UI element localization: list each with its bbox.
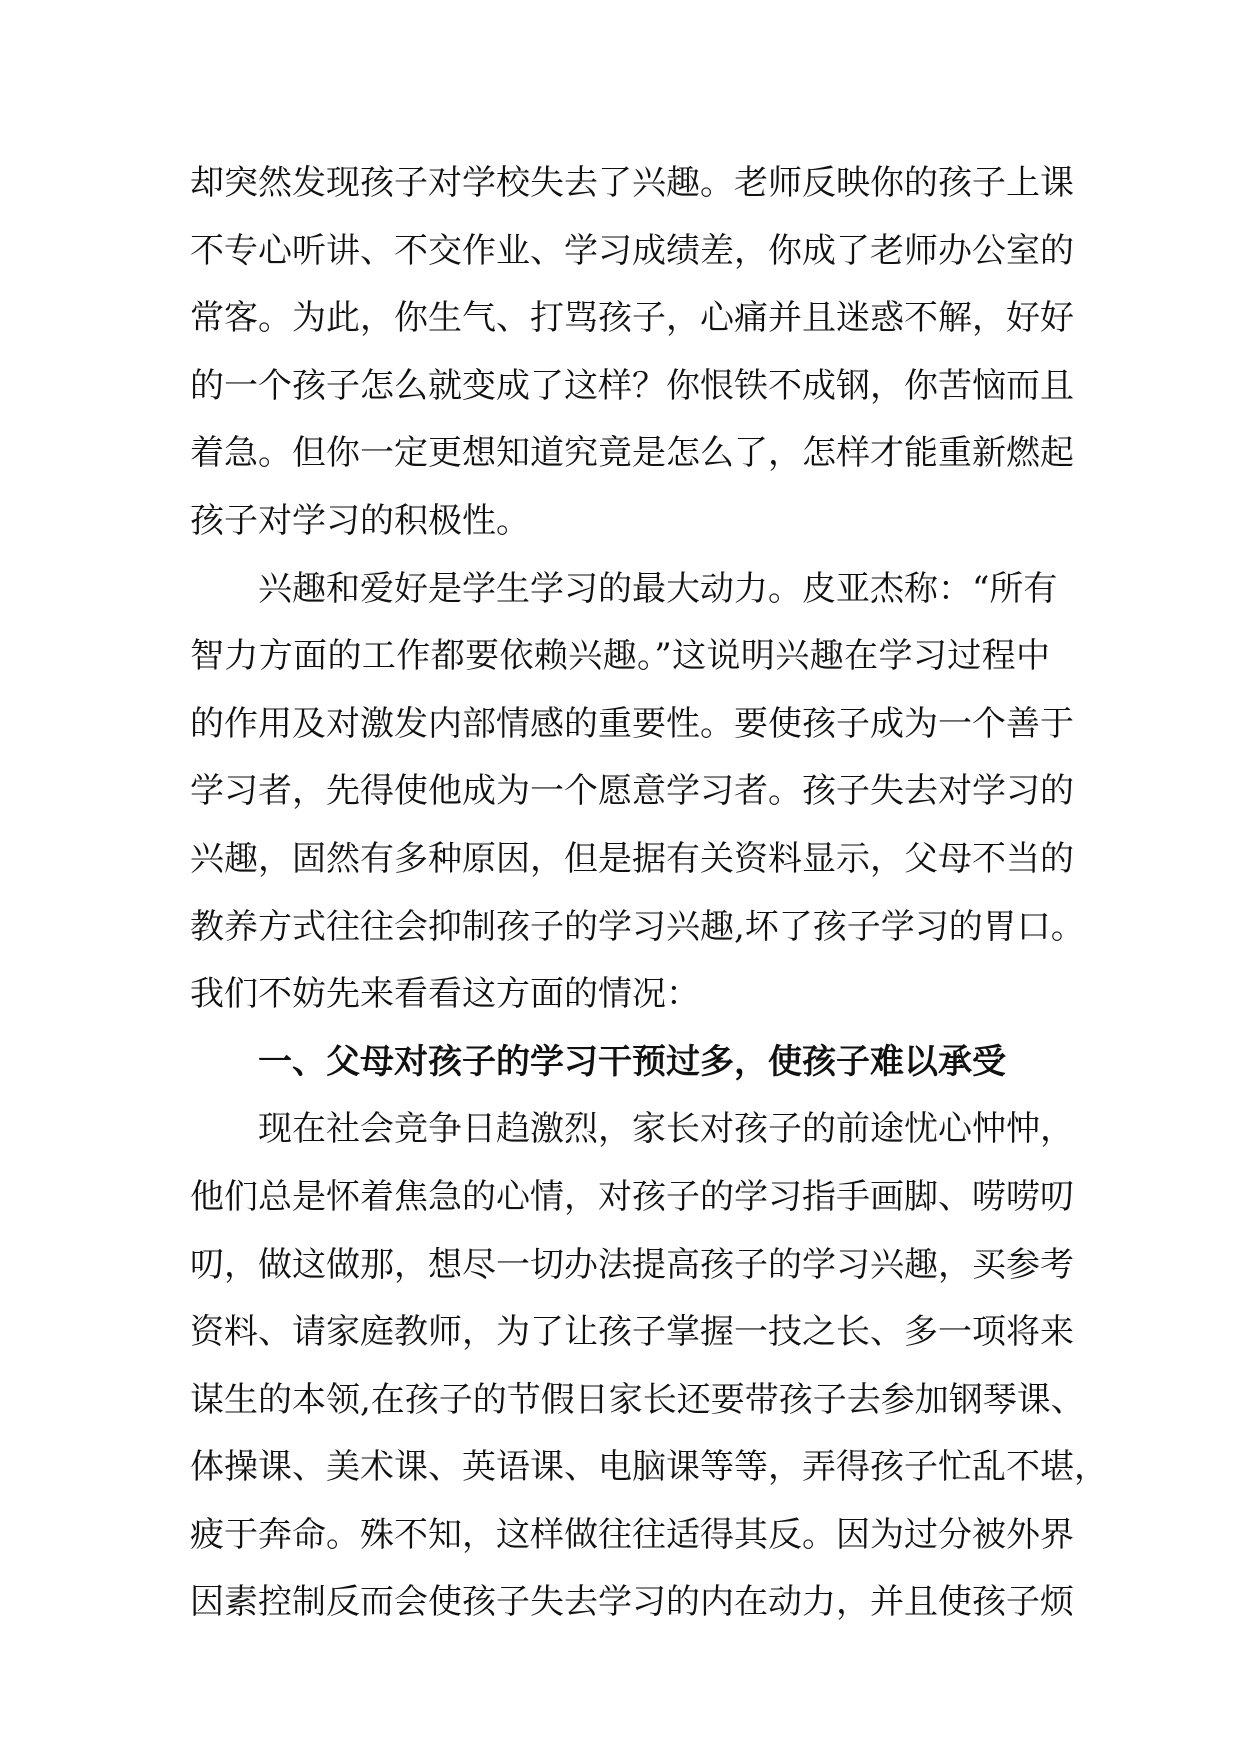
paragraph-line: 不专心听讲、不交作业、学习成绩差，你成了老师办公室的 xyxy=(190,230,1074,271)
document-body xyxy=(190,150,1108,1637)
paragraph-line: 资料、请家庭教师，为了让孩子掌握一技之长、多一项将来 xyxy=(190,1312,1074,1353)
paragraph-line: 教养方式往往会抑制孩子的学习兴趣,坏了孩子学习的胃口。 xyxy=(190,906,1085,947)
paragraph-line: 兴趣，固然有多种原因，但是据有关资料显示，父母不当的 xyxy=(190,838,1074,879)
paragraph-line: 因素控制反而会使孩子失去学习的内在动力，并且使孩子烦 xyxy=(190,1582,1074,1623)
paragraph-line: 谋生的本领,在孩子的节假日家长还要带孩子去参加钢琴课、 xyxy=(190,1379,1085,1420)
paragraph-line: 的作用及对激发内部情感的重要性。要使孩子成为一个善于 xyxy=(190,703,1074,744)
section-heading: 一、父母对孩子的学习干预过多，使孩子难以承受 xyxy=(258,1041,1006,1082)
paragraph-line: 他们总是怀着焦急的心情，对孩子的学习指手画脚、唠唠叨 xyxy=(190,1176,1074,1217)
paragraph-line: 体操课、美术课、英语课、电脑课等等，弄得孩子忙乱不堪， xyxy=(190,1447,1108,1488)
paragraph-line: 却突然发现孩子对学校失去了兴趣。老师反映你的孩子上课 xyxy=(190,163,1074,203)
paragraph-line: 孩子对学习的积极性。 xyxy=(190,500,530,541)
paragraph-line: 常客。为此，你生气、打骂孩子，心痛并且迷惑不解，好好 xyxy=(190,298,1074,339)
paragraph-line: 叨，做这做那，想尽一切办法提高孩子的学习兴趣，买参考 xyxy=(190,1244,1074,1285)
paragraph-line: 我们不妨先来看看这方面的情况： xyxy=(190,974,700,1015)
paragraph-line: 学习者，先得使他成为一个愿意学习者。孩子失去对学习的 xyxy=(190,771,1074,812)
paragraph-line: 疲于奔命。殊不知，这样做往往适得其反。因为过分被外界 xyxy=(190,1514,1074,1555)
paragraph-line: 兴趣和爱好是学生学习的最大动力。皮亚杰称：“所有 xyxy=(258,568,1058,609)
paragraph-line: 现在社会竞争日趋激烈，家长对孩子的前途忧心忡忡， xyxy=(258,1109,1074,1150)
paragraph-line: 着急。但你一定更想知道究竟是怎么了，怎样才能重新燃起 xyxy=(190,433,1074,474)
paragraph-line: 的一个孩子怎么就变成了这样？你恨铁不成钢，你苦恼而且 xyxy=(190,365,1074,406)
paragraph-line: 智力方面的工作都要依赖兴趣。”这说明兴趣在学习过程中 xyxy=(190,636,1050,677)
